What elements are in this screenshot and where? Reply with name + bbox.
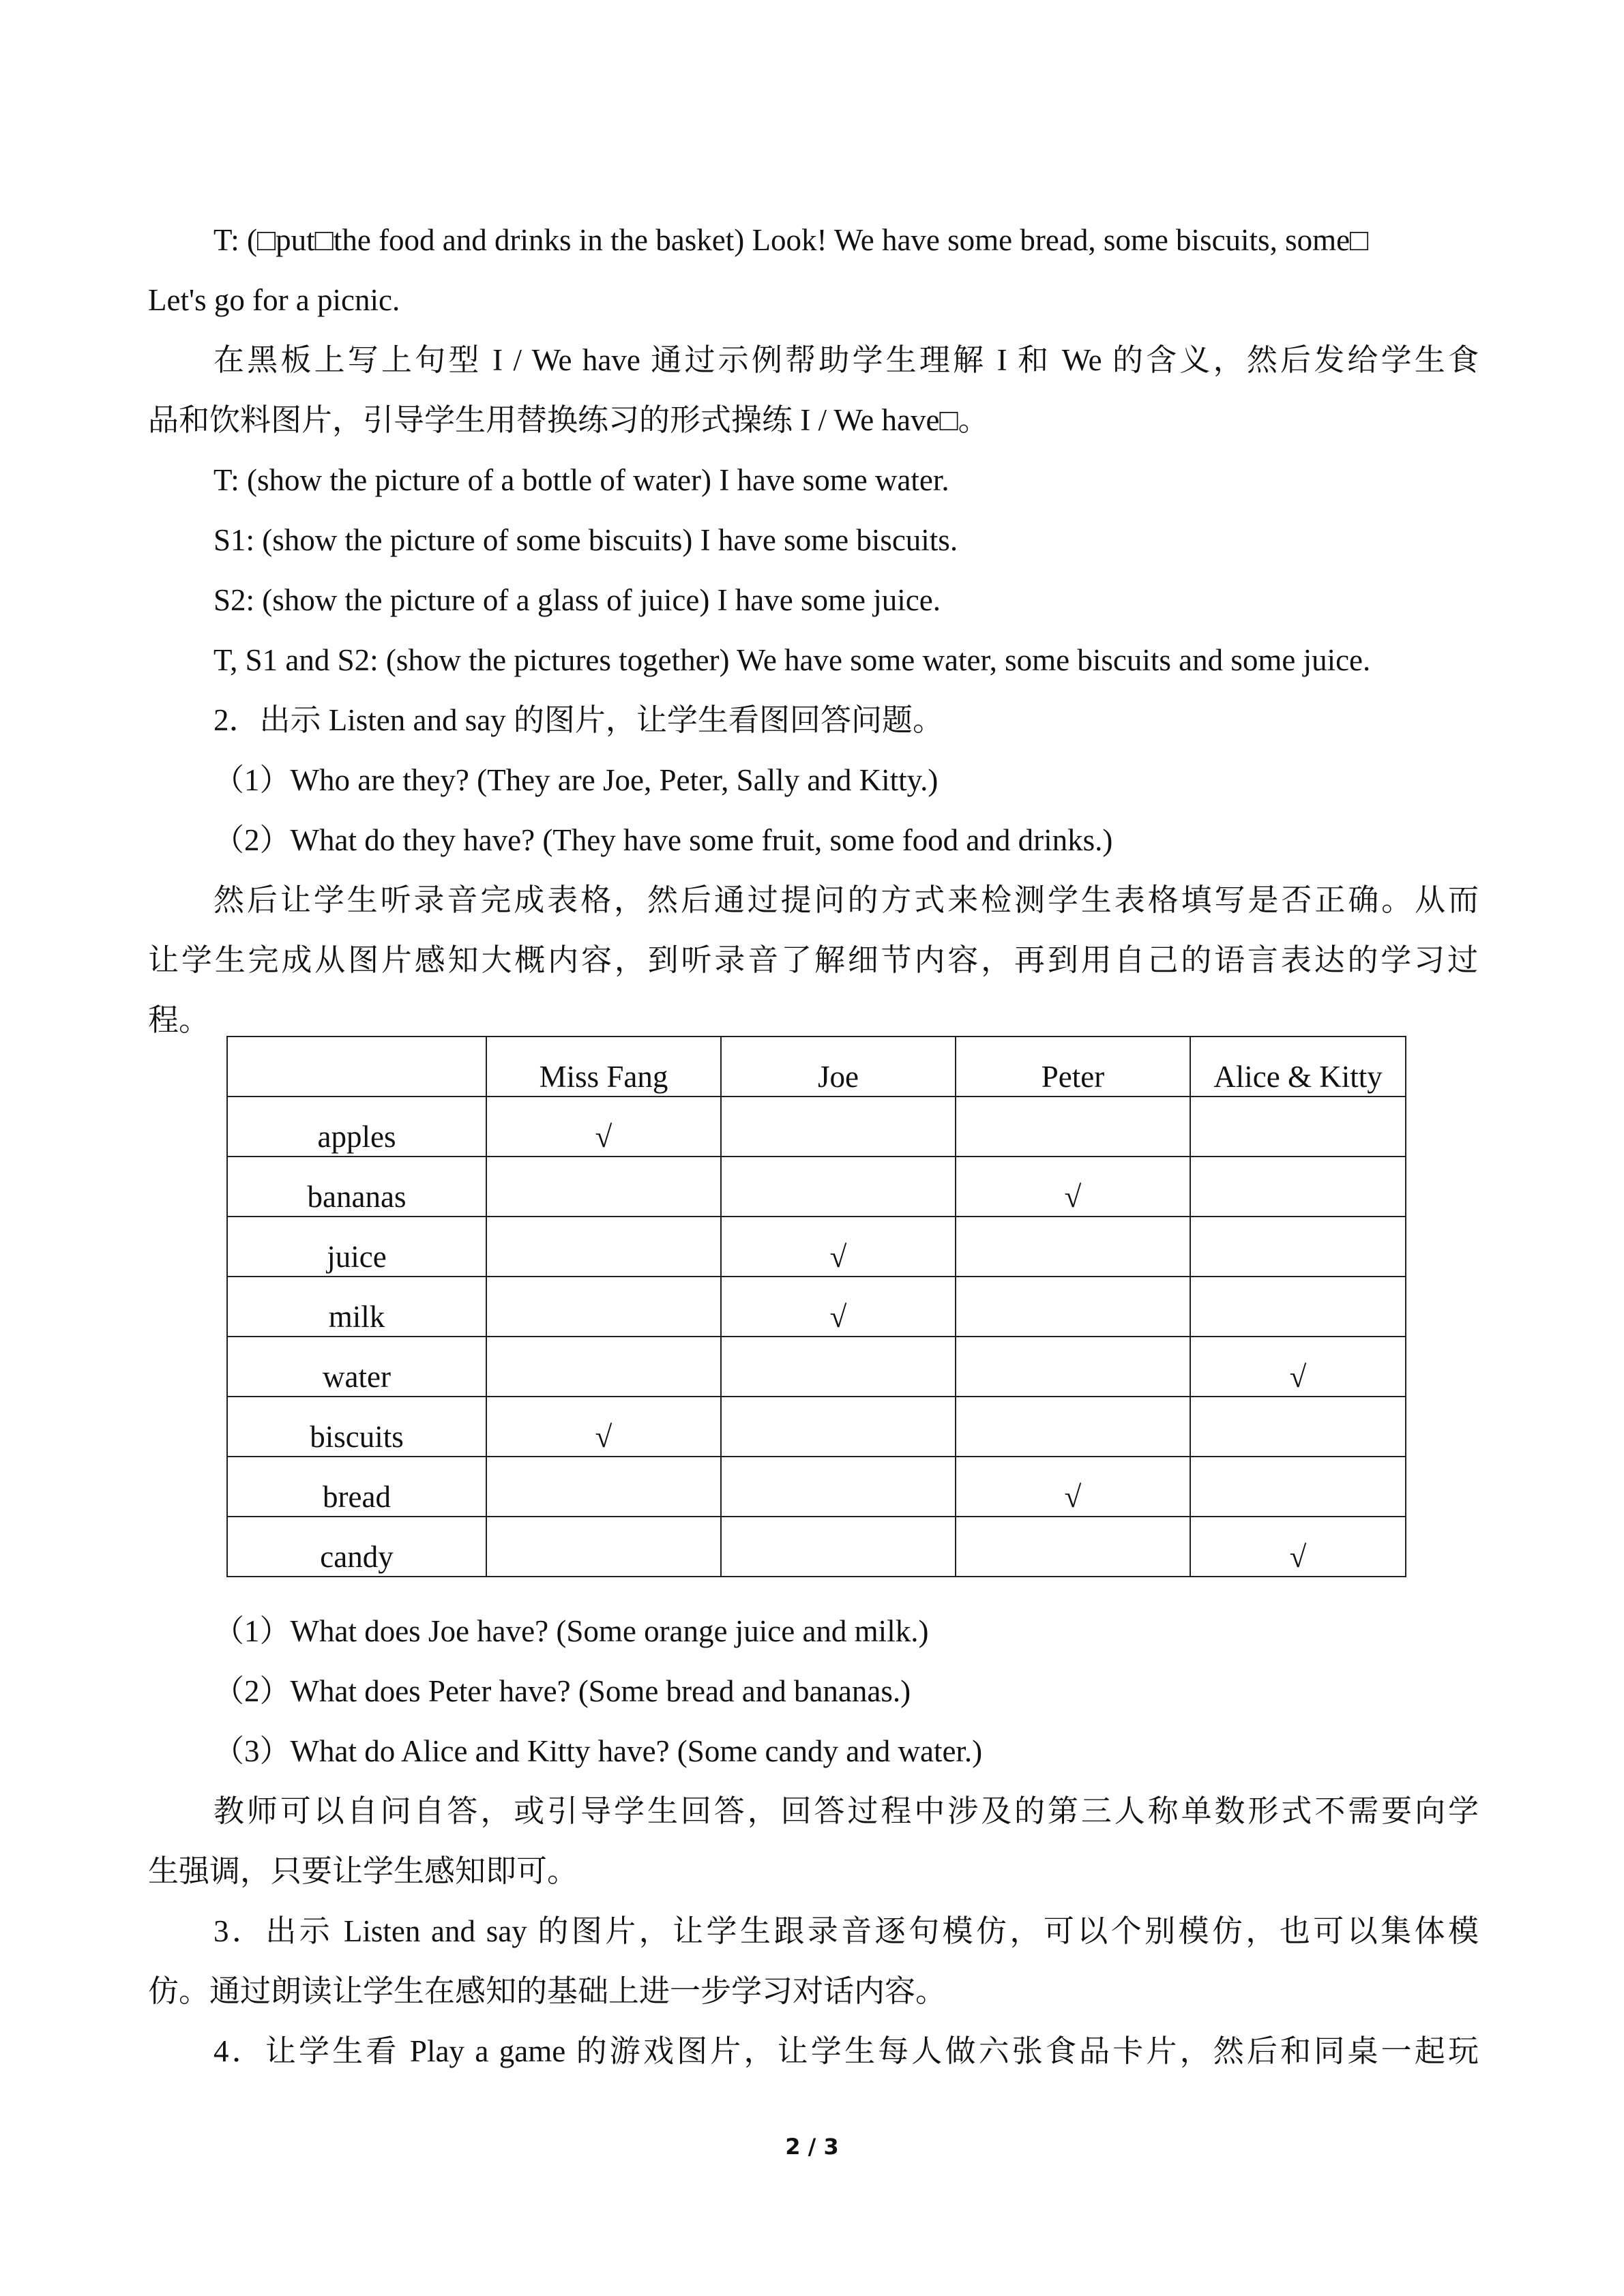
table-row: [227, 1457, 1406, 1517]
dialogue-s2: S2: (show the picture of a glass of juice) I have some juice.: [213, 583, 941, 617]
table-cell: [721, 1337, 956, 1397]
table-cell: [486, 1277, 721, 1337]
table-cell: [721, 1157, 956, 1217]
table-cell: [721, 1397, 956, 1457]
table-cell: [1190, 1097, 1406, 1157]
row-label: water: [227, 1337, 486, 1397]
table-cell: [956, 1517, 1190, 1577]
paragraph-2-line-1: 在黑板上写上句型 I / We have 通过示例帮助学生理解 I 和 We 的含义，然后发给学生食: [213, 343, 1479, 377]
paragraph-10-line-2: 仿。通过朗读让学生在感知的基础上进一步学习对话内容。: [148, 1974, 947, 2008]
table-cell: [956, 1397, 1190, 1457]
answer-3: （3）What do Alice and Kitty have? (Some candy and water.): [213, 1734, 983, 1768]
table-cell: [1190, 1397, 1406, 1457]
header-cell: Joe: [721, 1037, 956, 1097]
table-cell: √: [956, 1457, 1190, 1517]
page-number: 2 / 3: [785, 2134, 839, 2160]
table-cell: √: [721, 1277, 956, 1337]
table-cell: √: [721, 1217, 956, 1277]
table-row: [227, 1337, 1406, 1397]
step-2-heading: 2．出示 Listen and say 的图片，让学生看图回答问题。: [213, 703, 943, 737]
dialogue-together: T, S1 and S2: (show the pictures together) We have some water, some biscuits and some juice.: [213, 643, 1371, 677]
table-header-row: [227, 1037, 1406, 1097]
table-row: [227, 1217, 1406, 1277]
table-cell: [956, 1097, 1190, 1157]
table-cell: [486, 1217, 721, 1277]
table-cell: [1190, 1457, 1406, 1517]
paragraph-9-line-2: 生强调，只要让学生感知即可。: [148, 1854, 578, 1888]
table-cell: [1190, 1157, 1406, 1217]
table-cell: √: [956, 1157, 1190, 1217]
row-label: bread: [227, 1457, 486, 1517]
table-cell: √: [486, 1097, 721, 1157]
table-cell: √: [486, 1397, 721, 1457]
table-cell: √: [1190, 1517, 1406, 1577]
table-cell: [486, 1157, 721, 1217]
table-row: [227, 1397, 1406, 1457]
table-row: [227, 1157, 1406, 1217]
answer-2: （2）What does Peter have? (Some bread and bananas.): [213, 1674, 911, 1708]
table-cell: [486, 1337, 721, 1397]
food-table: [226, 1036, 1406, 1577]
dialogue-teacher: T: (show the picture of a bottle of water) I have some water.: [213, 463, 949, 497]
question-2: （2）What do they have? (They have some fruit, some food and drinks.): [213, 823, 1113, 857]
answer-1: （1）What does Joe have? (Some orange juice and milk.): [213, 1614, 929, 1648]
dialogue-s1: S1: (show the picture of some biscuits) I have some biscuits.: [213, 523, 958, 557]
table-cell: [956, 1277, 1190, 1337]
question-1: （1）Who are they? (They are Joe, Peter, Sally and Kitty.): [213, 763, 939, 797]
table-row: [227, 1097, 1406, 1157]
table-cell: [721, 1517, 956, 1577]
table-cell: [1190, 1277, 1406, 1337]
row-label: apples: [227, 1097, 486, 1157]
paragraph-11-line-1: 4．让学生看 Play a game 的游戏图片，让学生每人做六张食品卡片，然后和同桌一起玩: [213, 2034, 1479, 2068]
paragraph-1-line-1: T: (□put□the food and drinks in the basket) Look! We have some bread, some biscuits, some□: [213, 223, 1369, 257]
row-label: biscuits: [227, 1397, 486, 1457]
row-label: juice: [227, 1217, 486, 1277]
header-cell: Alice & Kitty: [1190, 1037, 1406, 1097]
table-row: [227, 1277, 1406, 1337]
header-cell: Peter: [956, 1037, 1190, 1097]
table-row: [227, 1517, 1406, 1577]
paragraph-9-line-1: 教师可以自问自答，或引导学生回答，回答过程中涉及的第三人称单数形式不需要向学: [213, 1794, 1479, 1828]
table-cell: [486, 1457, 721, 1517]
table-cell: [721, 1457, 956, 1517]
row-label: candy: [227, 1517, 486, 1577]
table-cell: [721, 1097, 956, 1157]
header-cell: Miss Fang: [486, 1037, 721, 1097]
paragraph-8-line-2: 让学生完成从图片感知大概内容，到听录音了解细节内容，再到用自己的语言表达的学习过: [148, 943, 1478, 977]
row-label: milk: [227, 1277, 486, 1337]
row-label: bananas: [227, 1157, 486, 1217]
paragraph-8-line-3: 程。: [148, 1003, 210, 1037]
table-cell: [956, 1337, 1190, 1397]
header-cell: [227, 1037, 486, 1097]
paragraph-10-line-1: 3．出示 Listen and say 的图片，让学生跟录音逐句模仿，可以个别模仿，也可以集体模: [213, 1914, 1479, 1948]
paragraph-1-line-2: Let's go for a picnic.: [148, 283, 400, 317]
table-cell: [486, 1517, 721, 1577]
table-cell: [956, 1217, 1190, 1277]
table-cell: √: [1190, 1337, 1406, 1397]
table-cell: [1190, 1217, 1406, 1277]
paragraph-8-line-1: 然后让学生听录音完成表格，然后通过提问的方式来检测学生表格填写是否正确。从而: [213, 883, 1479, 917]
paragraph-2-line-2: 品和饮料图片，引导学生用替换练习的形式操练 I / We have□。: [148, 403, 989, 437]
